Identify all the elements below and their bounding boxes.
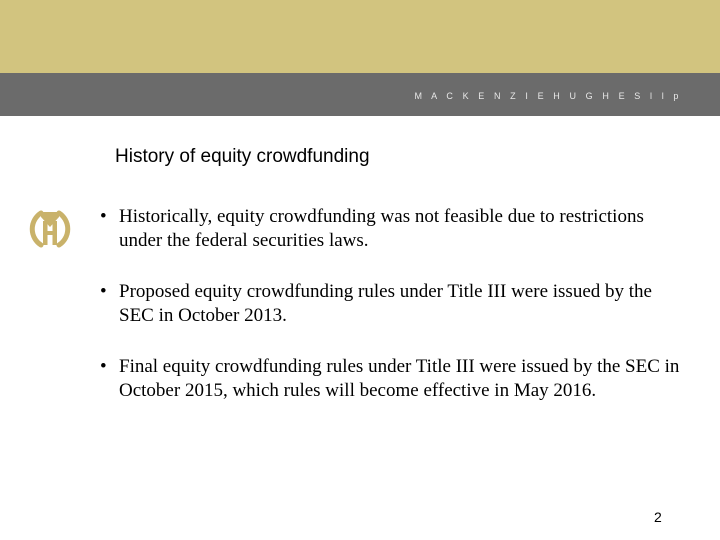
slide-title: History of equity crowdfunding: [115, 146, 370, 167]
header-gold-band: [0, 0, 720, 73]
bullet-text: Historically, equity crowdfunding was not feasible due to restrictions under the federal securities laws.: [119, 206, 644, 251]
bullet-marker: •: [100, 356, 107, 377]
bullet-text: Proposed equity crowdfunding rules under Title III were issued by the SEC in October 2013.: [119, 281, 652, 326]
bullet-marker: •: [100, 281, 107, 302]
header-firm-bar: [0, 73, 720, 116]
mh-monogram-icon: [28, 207, 72, 251]
list-item: [100, 355, 690, 403]
page-number: 2: [654, 509, 662, 525]
bullet-marker: •: [100, 206, 107, 227]
bullet-list: [100, 205, 690, 430]
bullet-text: Final equity crowdfunding rules under Title III were issued by the SEC in October 2015, which rules will become effective in May 2016.: [119, 356, 680, 401]
list-item: [100, 205, 690, 253]
firm-name: M A C K E N Z I E H U G H E S l l p: [414, 91, 682, 101]
list-item: [100, 280, 690, 328]
